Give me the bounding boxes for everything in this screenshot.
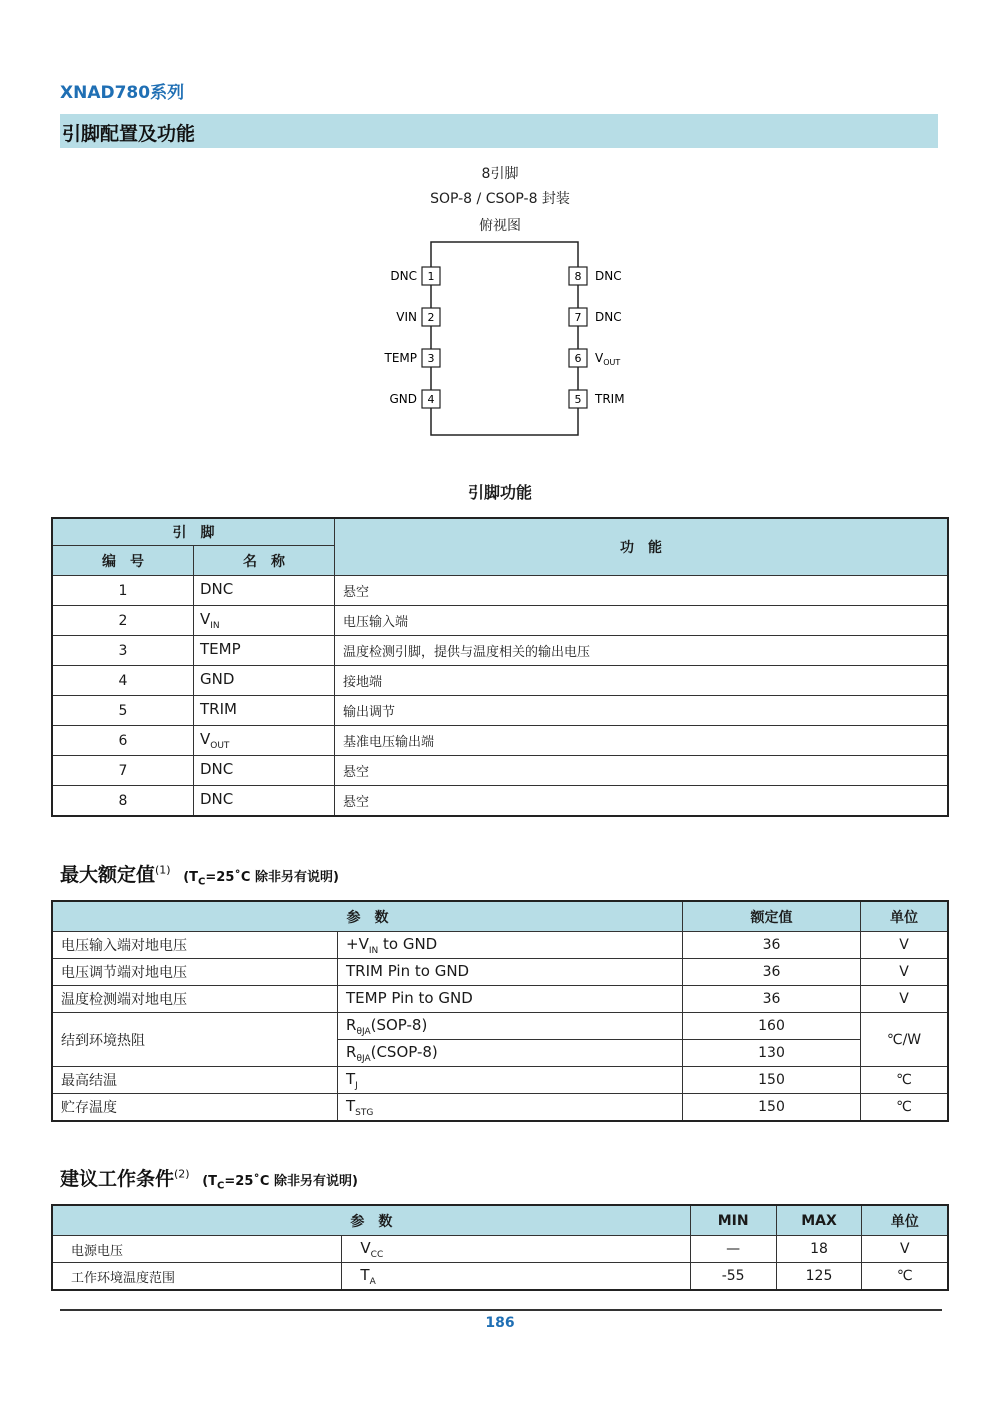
svg-text:2: 2 [427, 311, 435, 324]
section-title: 引脚配置及功能 [62, 123, 196, 145]
svg-text:7: 7 [574, 311, 582, 324]
param-value: 160 [683, 1013, 861, 1040]
pin-function-title: 引脚功能 [467, 483, 532, 502]
svg-text:5: 5 [574, 393, 582, 406]
pin-5 [569, 390, 625, 408]
page-number: 186 [485, 1315, 515, 1331]
table-row [52, 1094, 948, 1122]
pin-function: 基准电压输出端 [335, 726, 949, 756]
svg-text:GND: GND [389, 392, 417, 406]
svg-text:VOUT: $V_{OUT}$ [595, 351, 621, 367]
max-ratings-title [60, 860, 339, 888]
param-name: 电压调节端对地电压 [52, 959, 338, 986]
pin-3 [383, 349, 440, 367]
svg-text:6: 6 [574, 352, 582, 365]
pin-function: 电压输入端 [335, 606, 949, 636]
param-header: 参 数 [52, 901, 683, 932]
pin-7 [569, 308, 622, 326]
param-symbol: TRIM Pin to GND [338, 959, 683, 986]
unit-header: 单位 [861, 901, 949, 932]
param-symbol: $T_J$ [338, 1067, 683, 1094]
pin-function: 悬空 [335, 576, 949, 606]
param-value: 150 [683, 1094, 861, 1122]
param-unit: ℃ [862, 1263, 948, 1291]
param-name: 最高结温 [52, 1067, 338, 1094]
pin-number: 6 [52, 726, 194, 756]
pin-name-header: 名 称 [194, 546, 335, 576]
pinout-diagram [370, 236, 650, 441]
pin-number: 2 [52, 606, 194, 636]
param-symbol: TEMP Pin to GND [338, 986, 683, 1013]
table-row [52, 1013, 948, 1040]
pin-name: TRIM [194, 696, 335, 726]
param-name: 结到环境热阻 [52, 1013, 338, 1067]
package-pin-count: 8引脚 [481, 166, 519, 182]
value-header: 额定值 [683, 901, 861, 932]
svg-text:TRIM: TRIM [595, 392, 625, 406]
svg-text:3: 3 [427, 352, 435, 365]
param-symbol: $R_{\theta JA}(SOP-8)$ [338, 1013, 683, 1040]
param-value: 36 [683, 932, 861, 959]
param-value: 130 [683, 1040, 861, 1067]
pin-number: 1 [52, 576, 194, 606]
table-row [52, 959, 948, 986]
series-title: XNAD780系列 [60, 83, 185, 103]
pin-function: 输出调节 [335, 696, 949, 726]
pin-number: 7 [52, 756, 194, 786]
param-name: 电压输入端对地电压 [52, 932, 338, 959]
param-symbol: $+V_{IN}$ to GND [338, 932, 683, 959]
svg-text:4: 4 [427, 393, 435, 406]
svg-text:TEMP: TEMP [384, 351, 417, 365]
param-name: 贮存温度 [52, 1094, 338, 1122]
pin-number: 5 [52, 696, 194, 726]
svg-text:DNC: DNC [595, 269, 622, 283]
pin-name: TEMP [194, 636, 335, 666]
rec-conditions-footnote: (2) [174, 1167, 190, 1181]
param-unit: ℃ [861, 1067, 949, 1094]
param-unit: ℃/W [861, 1013, 949, 1067]
pin-number-header: 编 号 [52, 546, 194, 576]
pin-number: 3 [52, 636, 194, 666]
table-row [52, 1263, 948, 1291]
pin-name: DNC [194, 786, 335, 817]
table-row [52, 666, 948, 696]
pin-function: 悬空 [335, 786, 949, 817]
table-row [52, 932, 948, 959]
pin-header: 引 脚 [52, 518, 335, 546]
rec-conditions-condition: ($T_C=25˚C$ 除非另有说明) [202, 1174, 358, 1192]
table-row [52, 1067, 948, 1094]
pin-name: DNC [194, 576, 335, 606]
package-type: SOP-8 / CSOP-8 封装 [430, 191, 570, 207]
param-max: 18 [776, 1236, 862, 1263]
pin-1 [390, 267, 440, 285]
param-unit: V [861, 986, 949, 1013]
table-row [52, 576, 948, 606]
param-symbol: $T_{STG}$ [338, 1094, 683, 1122]
param-symbol: $T_A$ [342, 1263, 690, 1291]
pin-8 [569, 267, 622, 285]
param-header: 参 数 [52, 1205, 690, 1236]
svg-text:8: 8 [574, 270, 582, 283]
param-min: -55 [690, 1263, 776, 1291]
pin-6 [569, 349, 620, 367]
pin-name: GND [194, 666, 335, 696]
svg-text:DNC: DNC [390, 269, 417, 283]
pin-2 [396, 308, 440, 326]
param-max: 125 [776, 1263, 862, 1291]
table-row [52, 696, 948, 726]
svg-text:1: 1 [427, 270, 435, 283]
max-ratings-condition: ($T_C=25˚C$ 除非另有说明) [183, 870, 339, 888]
param-value: 36 [683, 986, 861, 1013]
param-unit: V [861, 932, 949, 959]
max-ratings-table [51, 900, 949, 1122]
pin-function: 接地端 [335, 666, 949, 696]
param-unit: ℃ [861, 1094, 949, 1122]
max-header: MAX [776, 1205, 862, 1236]
table-row [52, 606, 948, 636]
pin-function: 温度检测引脚，提供与温度相关的输出电压 [335, 636, 949, 666]
table-row [52, 726, 948, 756]
pin-name: $V_{OUT}$ [194, 726, 335, 756]
param-unit: V [862, 1236, 948, 1263]
unit-header: 单位 [862, 1205, 948, 1236]
rec-conditions-title [60, 1164, 358, 1192]
package-view: 俯视图 [479, 218, 521, 234]
param-symbol: $R_{\theta JA}(CSOP-8)$ [338, 1040, 683, 1067]
pin-number: 4 [52, 666, 194, 696]
pin-function-table [51, 517, 949, 817]
param-min: — [690, 1236, 776, 1263]
param-name: 电源电压 [52, 1236, 342, 1263]
section-header [60, 114, 938, 148]
footer-divider [60, 1309, 942, 1311]
pin-function: 悬空 [335, 756, 949, 786]
min-header: MIN [690, 1205, 776, 1236]
param-symbol: $V_{CC}$ [342, 1236, 690, 1263]
pin-name: $V_{IN}$ [194, 606, 335, 636]
table-row [52, 1236, 948, 1263]
table-row [52, 636, 948, 666]
param-name: 温度检测端对地电压 [52, 986, 338, 1013]
max-ratings-footnote: (1) [155, 863, 171, 877]
svg-text:DNC: DNC [595, 310, 622, 324]
function-header: 功 能 [335, 518, 949, 576]
table-row [52, 756, 948, 786]
max-ratings-title-text: 最大额定值 [60, 864, 156, 886]
param-value: 36 [683, 959, 861, 986]
param-name: 工作环境温度范围 [52, 1263, 342, 1291]
pin-4 [389, 390, 440, 408]
rec-conditions-title-text: 建议工作条件 [60, 1168, 175, 1190]
svg-text:VIN: VIN [396, 310, 417, 324]
pin-name: DNC [194, 756, 335, 786]
table-row [52, 786, 948, 817]
pin-number: 8 [52, 786, 194, 817]
param-value: 150 [683, 1067, 861, 1094]
ic-body [431, 242, 578, 435]
param-unit: V [861, 959, 949, 986]
rec-conditions-table [51, 1204, 949, 1291]
table-row [52, 986, 948, 1013]
